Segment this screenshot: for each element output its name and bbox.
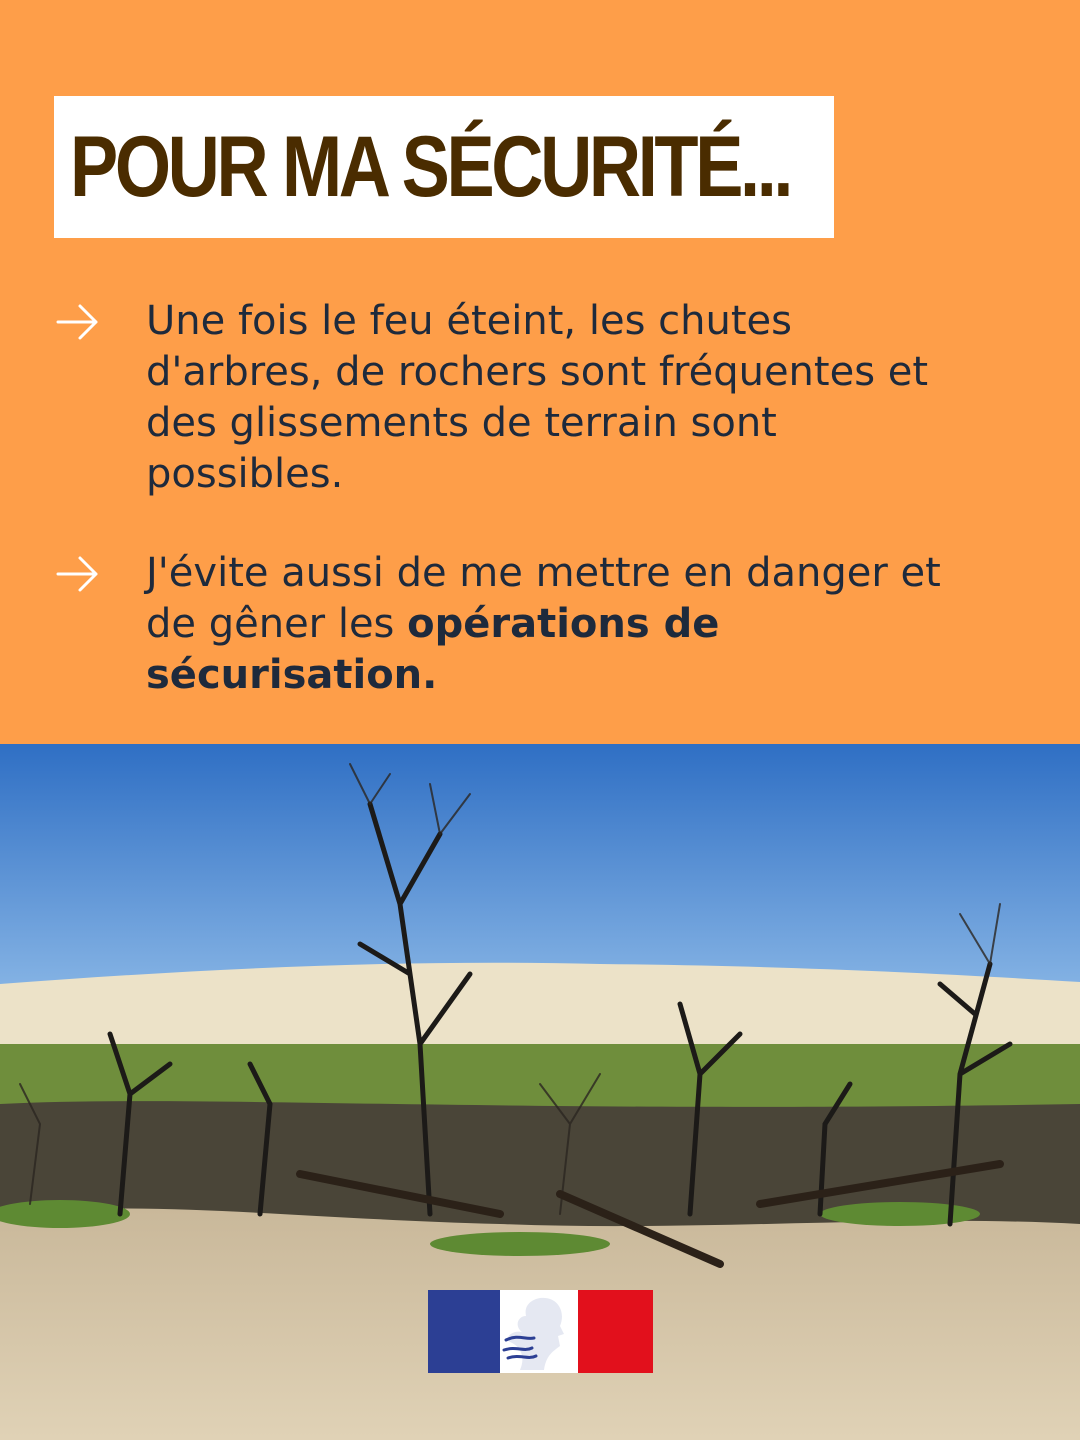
page-title: POUR MA SÉCURITÉ... [70, 119, 791, 215]
bullet-text: Une fois le feu éteint, les chutes d'arbres, de rochers sont fréquentes et des glissements de terrain sont possibles. [146, 298, 929, 497]
bullet-text-plain: J'évite aussi de me mettre en danger et de gêner les [146, 550, 941, 647]
bullet-text-bold: opérations de sécurisation. [146, 601, 720, 698]
bullet-text [146, 548, 981, 701]
flag-blue-band [428, 1290, 500, 1373]
arrow-right-icon [54, 296, 146, 500]
bullet-item [54, 296, 1034, 500]
marianne-logo [428, 1290, 653, 1373]
title-box [54, 96, 834, 238]
arrow-right-icon [54, 548, 146, 701]
flag-red-band [578, 1290, 653, 1373]
flag-white-band [500, 1290, 578, 1373]
bullet-item [54, 548, 1034, 701]
